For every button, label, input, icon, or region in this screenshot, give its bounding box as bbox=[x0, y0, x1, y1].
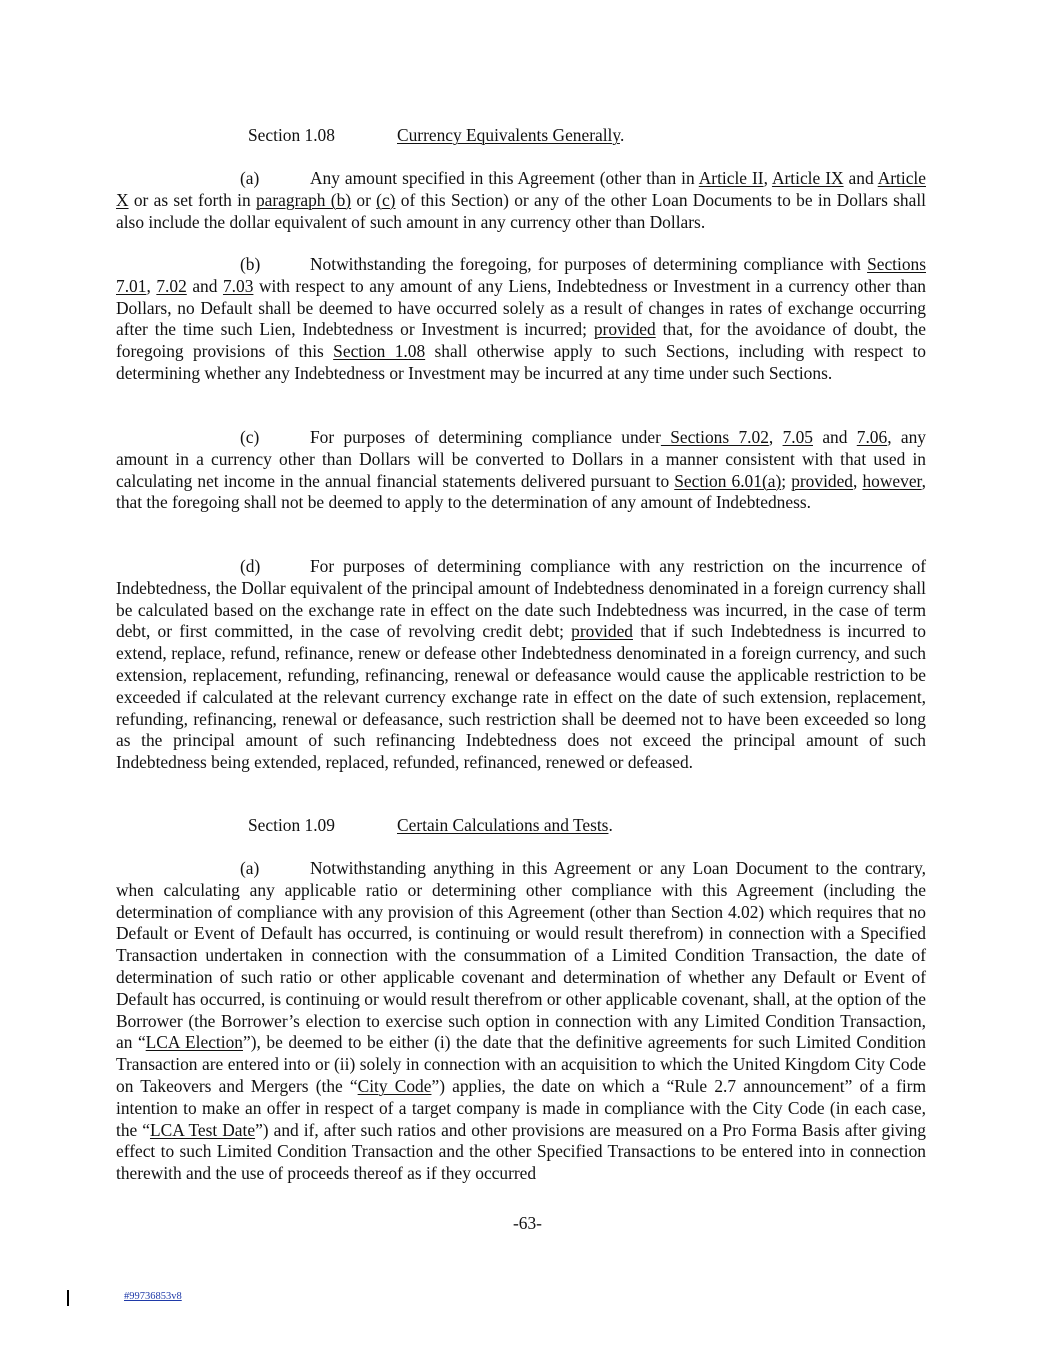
section-1-09-heading bbox=[248, 815, 613, 837]
cross-reference: 7.05 bbox=[782, 427, 813, 447]
paragraph-text: , that the foregoing shall not be deemed to apply to the determination of any amount of Indebtedness. bbox=[116, 470, 927, 513]
paragraph-text: shall otherwise apply to such Sections, including with respect to determining whether any Indebtedness or Investment may be incurred at any time under such Sections. bbox=[116, 341, 926, 383]
cross-reference: Article X bbox=[116, 168, 926, 210]
defined-term-underlined: provided bbox=[593, 319, 656, 340]
section-title-punct: . bbox=[608, 815, 613, 835]
paragraph-1-09-a bbox=[116, 858, 926, 1185]
cross-reference: Article IX bbox=[771, 168, 844, 188]
cross-reference: 7.06 bbox=[856, 427, 888, 447]
paragraph-text: and bbox=[186, 275, 223, 296]
paragraph-1-08-a bbox=[116, 168, 926, 233]
defined-term-underlined: provided bbox=[571, 621, 633, 642]
paragraph-label: (c) bbox=[240, 427, 260, 447]
defined-term-underlined: however bbox=[862, 470, 922, 491]
paragraph-1-08-d bbox=[116, 556, 926, 774]
cross-reference: 7.02 bbox=[156, 275, 187, 296]
cross-reference: Section 6.01(a) bbox=[674, 470, 782, 491]
paragraph-text: For purposes of determining compliance with any restriction on the incurrence of Indebtedness, the Dollar equivalent of the principal amount of Indebtedness denominated in a foreign currency shall be calculated based on the exchange rate in effect on the date such Indebtedness was incurred, in the case of term debt, or first committed, in the case of revolving credit debt; bbox=[116, 556, 926, 642]
cross-reference: paragraph (b) bbox=[255, 189, 352, 210]
section-title-punct: . bbox=[619, 125, 625, 145]
paragraph-label: (b) bbox=[240, 254, 261, 274]
paragraph-text: For purposes of determining compliance under bbox=[310, 427, 661, 447]
paragraph-text: , bbox=[763, 168, 772, 188]
section-1-08-heading bbox=[248, 125, 624, 147]
cross-reference: Sections 7.02 bbox=[660, 427, 769, 447]
document-id-link[interactable]: #99736853v8 bbox=[124, 1291, 182, 1302]
cross-reference: (c) bbox=[376, 189, 396, 210]
paragraph-text: , any amount in a currency other than Dollars will be converted to Dollars in a manner consistent with that used in calculating net income in the annual financial statements delivered pursuant to bbox=[116, 427, 926, 491]
paragraph-1-08-c bbox=[116, 427, 926, 514]
cross-reference: 7.03 bbox=[222, 275, 254, 296]
page-number: -63- bbox=[513, 1213, 542, 1233]
paragraph-text: and bbox=[843, 168, 878, 188]
cross-reference: Section 1.08 bbox=[333, 341, 426, 362]
paragraph-label: (a) bbox=[240, 858, 260, 878]
paragraph-text: Notwithstanding anything in this Agreement or any Loan Document to the contrary, when calculating any applicable ratio or determining other compliance with this Agreement (including the determination of compliance with any provision of this Agreement (other than Section 4.02) which requires that no Default or Event of Default has occurred, is continuing or would result therefrom) in connection with a Specified Transaction undertaken in connection with the consummation of a Limited Condition Transaction, the date of determination of such ratio or other applicable covenant and determination of whether any Default or Event of Default has occurred, is continuing or would result therefrom or other applicable covenant, shall, at the option of the Borrower (the Borrower’s election to exercise such option in connection with any Limited Condition Transaction, an “ bbox=[116, 858, 926, 1053]
cross-reference: Sections 7.01 bbox=[116, 254, 926, 296]
paragraph-label: (d) bbox=[240, 556, 261, 576]
paragraph-text: or bbox=[351, 189, 377, 210]
paragraph-text: , bbox=[146, 275, 157, 296]
paragraph-text: , bbox=[768, 427, 783, 447]
defined-term-underlined: City Code bbox=[357, 1075, 432, 1096]
paragraph-text: Any amount specified in this Agreement (other than in bbox=[310, 168, 699, 188]
section-title: Currency Equivalents Generally bbox=[397, 125, 620, 145]
defined-term-underlined: LCA Test Date bbox=[149, 1119, 256, 1140]
paragraph-text: Notwithstanding the foregoing, for purposes of determining compliance with bbox=[310, 254, 868, 274]
section-number: Section 1.08 bbox=[248, 125, 335, 145]
paragraph-text: that if such Indebtedness is incurred to extend, replace, refund, refinance, renew or defease other Indebtedness denominated in a foreign currency, and such extension, replacement, refunding, refinancing, renewal or defeasance would cause the applicable restriction to be exceeded if calculated at the relevant currency exchange rate in effect on the date of such extension, replacement, refunding, refinancing, renewal or defeasance, such restriction shall be deemed not to have been exceeded so long as the principal amount of such refinancing Indebtedness does not exceed the principal amount of such Indebtedness being extended, replaced, refunded, refinanced, renewed or defeased. bbox=[116, 621, 926, 773]
paragraph-text: that, for the avoidance of doubt, the foregoing provisions of this bbox=[116, 319, 926, 362]
paragraph-text: with respect to any amount of any Liens, Indebtedness or Investment in a currency other than Dollars, no Default shall be deemed to have occurred solely as a result of changes in rates of exchange occurring after the time such Lien, Indebtedness or Investment is incurred; bbox=[116, 275, 926, 340]
paragraph-text: ”) and if, after such ratios and other provisions are measured on a Pro Forma Basis after giving effect to such Limited Condition Transaction and the other Specified Transactions to be entered into in connection therewith and the use of proceeds thereof as if they occurred bbox=[116, 1119, 927, 1184]
paragraph-label: (a) bbox=[240, 168, 260, 188]
paragraph-text: or as set forth in bbox=[128, 189, 256, 210]
defined-term-underlined: LCA Election bbox=[145, 1032, 243, 1053]
paragraph-text: , bbox=[853, 470, 863, 491]
defined-term-underlined: provided bbox=[791, 470, 854, 491]
section-number: Section 1.09 bbox=[248, 815, 335, 835]
section-title: Certain Calculations and Tests bbox=[397, 815, 609, 835]
paragraph-text: ”), be deemed to be either (i) the date that the definitive agreements for such Limited Condition Transaction are entered into or (ii) solely in connection with an acquisition to which the United Kingdom City Code on Takeovers and Mergers (the “ bbox=[116, 1032, 926, 1096]
paragraph-text: ; bbox=[781, 470, 792, 491]
cross-reference: Article II bbox=[698, 168, 764, 188]
paragraph-1-08-b bbox=[116, 254, 926, 385]
revision-bar bbox=[67, 1290, 69, 1306]
paragraph-text: ”) applies, the date on which a “Rule 2.7 announcement” of a firm intention to make an offer in respect of a target company is made in compliance with the City Code (in each case, the “ bbox=[116, 1075, 926, 1140]
paragraph-text: of this Section) or any of the other Loan Documents to be in Dollars shall also include the dollar equivalent of such amount in any currency other than Dollars. bbox=[116, 189, 927, 232]
paragraph-text: and bbox=[813, 427, 857, 447]
